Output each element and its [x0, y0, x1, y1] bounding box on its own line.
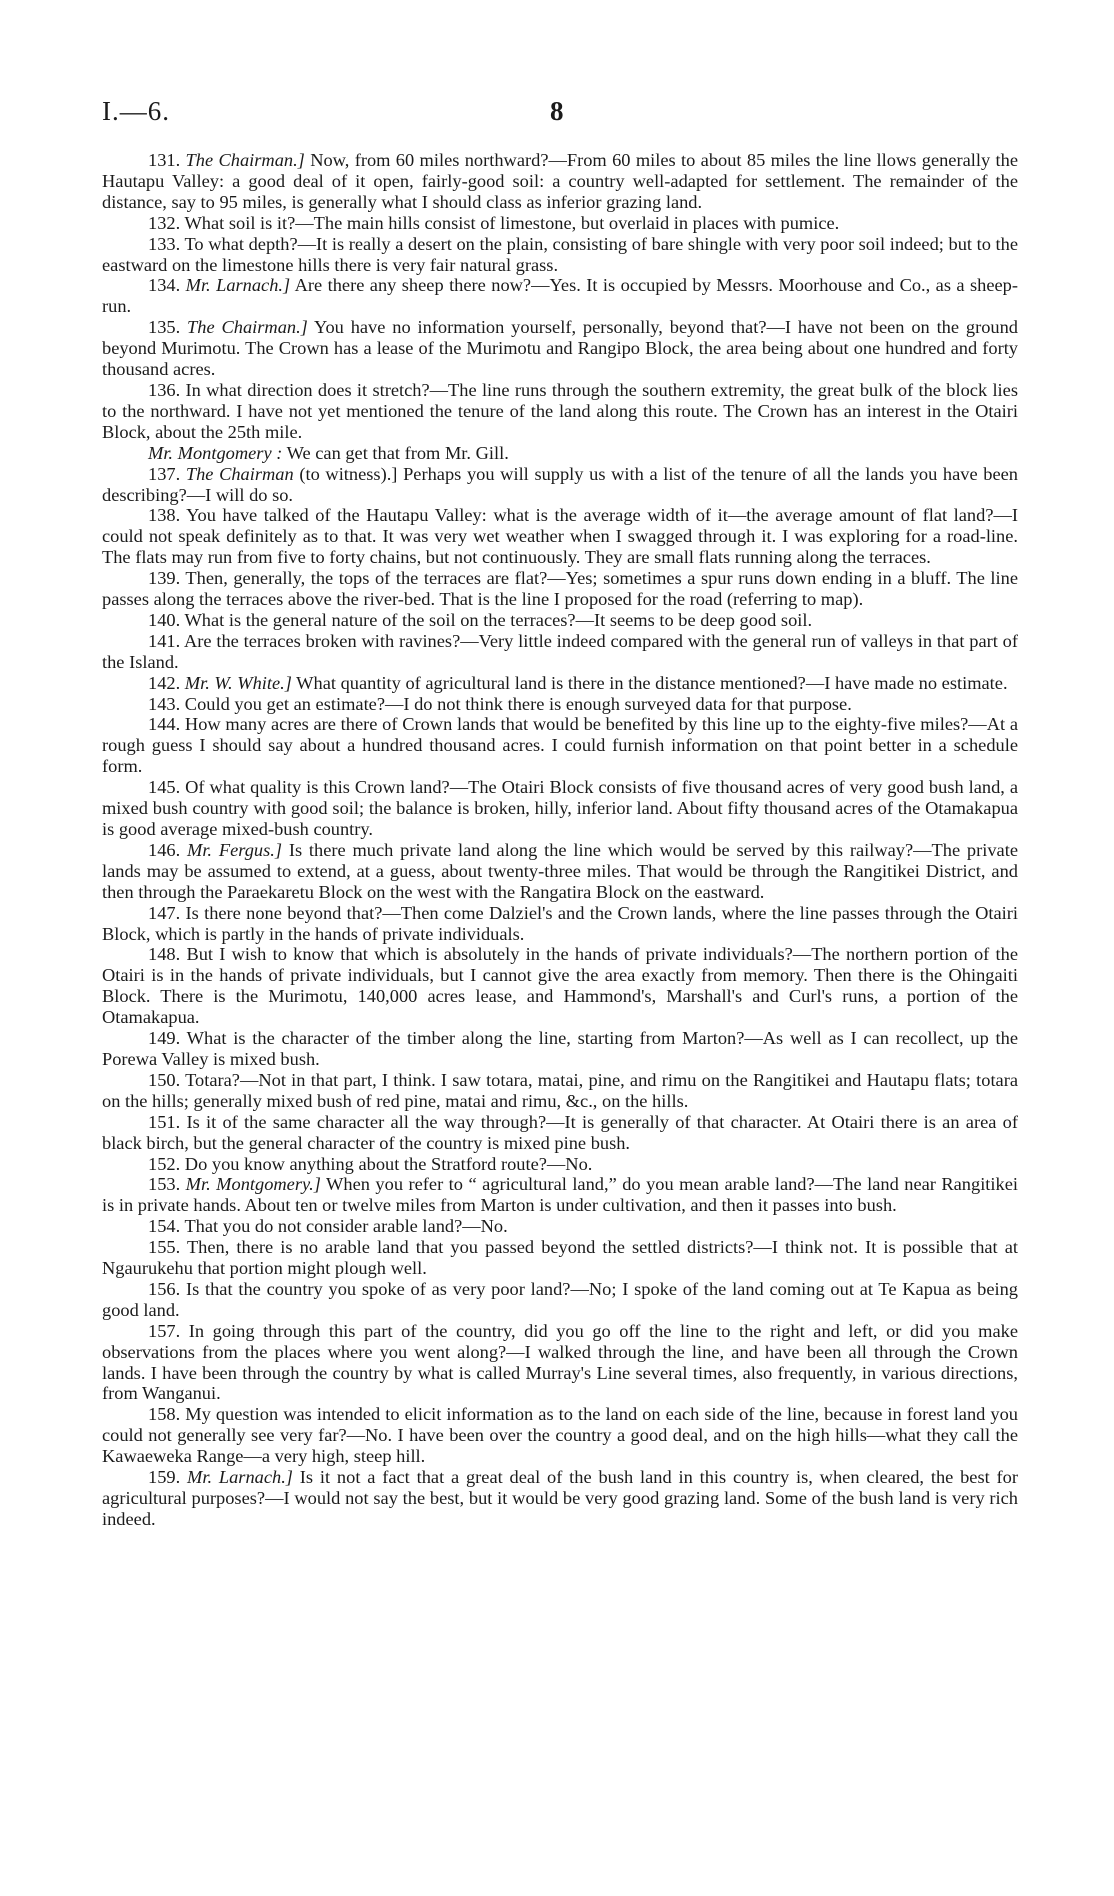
- paragraph-text: Do you know anything about the Stratford route?—No.: [184, 1153, 593, 1174]
- paragraph-text: Is it of the same character all the way through?—It is generally of that character. At Otairi there is an area of black birch, but the general character of the country is mixed pine bush.: [102, 1111, 1018, 1153]
- paragraph-text: We can get that from Mr. Gill.: [282, 442, 509, 463]
- paragraph-text: What soil is it?—The main hills consist of limestone, but overlaid in places with pumice.: [184, 212, 840, 233]
- testimony-paragraph: [102, 275, 1018, 317]
- testimony-paragraph: [102, 317, 1018, 380]
- question-number: 154.: [148, 1216, 181, 1237]
- paragraph-text: What is the general nature of the soil on the terraces?—It seems to be deep good soil.: [184, 609, 813, 630]
- speaker-name: Mr. W. White.]: [184, 672, 292, 693]
- testimony-paragraph: [102, 380, 1018, 443]
- question-number: 135.: [148, 317, 181, 338]
- testimony-paragraph: [102, 1279, 1018, 1321]
- testimony-paragraph: [102, 234, 1018, 276]
- paragraph-text: Of what quality is this Crown land?—The Otairi Block consists of five thousand acres of very good bush land, a mixed bush country with good soil; the balance is broken, hilly, inferior land. About fifty thousand acres of the Otamakapua is good average mixed-bush country.: [102, 777, 1018, 839]
- page-number: 8: [550, 96, 564, 126]
- testimony-body: [102, 150, 1018, 1530]
- testimony-paragraph: [102, 213, 1018, 234]
- question-number: 142.: [148, 672, 181, 693]
- question-number: 133.: [148, 233, 181, 254]
- paragraph-text: (to witness).] Perhaps you will supply us with a list of the tenure of all the lands you have been describing?—I will do so.: [102, 463, 1019, 505]
- testimony-paragraph: [102, 464, 1018, 506]
- paragraph-text: Is that the country you spoke of as very poor land?—No; I spoke of the land coming out at Te Kapua as being good land.: [102, 1278, 1018, 1320]
- paragraph-text: Is there none beyond that?—Then come Dalziel's and the Crown lands, where the line passes through the Otairi Block, which is partly in the hands of private individuals.: [102, 902, 1018, 944]
- paragraph-text: Now, from 60 miles northward?—From 60 miles to about 85 miles the line llows generally the Hautapu Valley: a good deal of it open, fairly-good soil: a country well-adapted for settlement. The remainder of the distance, say to 95 miles, is generally what I should class as inferior grazing land.: [102, 150, 1018, 212]
- question-number: 141.: [148, 630, 181, 651]
- paragraph-text: You have talked of the Hautapu Valley: what is the average width of it—the average amount of flat land?—I could not speak definitely as to that. It was very wet weather when I swagged through it. I was exploring for a road-line. The flats may run from five to forty chains, but not continuously. They are small flats running along the terraces.: [102, 505, 1019, 568]
- question-number: 136.: [148, 379, 181, 400]
- question-number: 140.: [148, 609, 181, 630]
- paragraph-text: What is the character of the timber along the line, starting from Marton?—As well as I can recollect, up the Porewa Valley is mixed bush.: [102, 1028, 1019, 1069]
- paragraph-text: When you refer to “ agricultural land,” do you mean arable land?—The land near Rangitikei is in private hands. About ten or twelve miles from Marton is under cultivation, and then it passes into bush.: [102, 1174, 1018, 1216]
- testimony-paragraph: [102, 1028, 1018, 1070]
- testimony-paragraph: [102, 150, 1018, 213]
- testimony-paragraph: [102, 1404, 1018, 1467]
- testimony-paragraph: [102, 714, 1018, 777]
- speaker-name: The Chairman.]: [187, 317, 308, 338]
- paragraph-text: What quantity of agricultural land is there in the distance mentioned?—I have made no estimate.: [291, 672, 1008, 693]
- question-number: 145.: [148, 777, 181, 798]
- paragraph-text: But I wish to know that which is absolutely in the hands of private individuals?—The northern portion of the Otairi is in the hands of private individuals, but I cannot give the area exactly from memory. Then there is the Ohingaiti Block. There is the Murimotu, 140,000 acres lease, and Hammond's, Marshall's and Curl's runs, a portion of the Otamakapua.: [102, 944, 1018, 1028]
- question-number: 150.: [148, 1069, 181, 1090]
- testimony-paragraph: [102, 568, 1018, 610]
- question-number: 144.: [148, 714, 181, 735]
- question-number: 139.: [148, 568, 181, 589]
- testimony-paragraph: [102, 610, 1018, 631]
- question-number: 138.: [148, 505, 181, 526]
- question-number: 155.: [148, 1237, 181, 1258]
- speaker-name: Mr. Montgomery.]: [185, 1174, 321, 1195]
- testimony-paragraph: [102, 1112, 1018, 1154]
- document-code: I.—6.: [102, 96, 170, 126]
- testimony-paragraph: [102, 505, 1018, 568]
- question-number: 147.: [148, 902, 181, 923]
- question-number: 157.: [148, 1320, 181, 1341]
- paragraph-text: That you do not consider arable land?—No.: [184, 1216, 508, 1237]
- speaker-name: The Chairman: [185, 463, 294, 484]
- question-number: 159.: [148, 1467, 181, 1488]
- paragraph-text: Are the terraces broken with ravines?—Very little indeed compared with the general run of valleys in that part of the Island.: [102, 630, 1018, 672]
- question-number: 149.: [148, 1028, 181, 1049]
- testimony-paragraph: [102, 777, 1018, 840]
- testimony-paragraph: [102, 1070, 1018, 1112]
- testimony-paragraph: [102, 443, 1018, 464]
- question-number: 146.: [148, 839, 181, 860]
- speaker-name: Mr. Montgomery :: [148, 442, 283, 463]
- paragraph-text: In going through this part of the country, did you go off the line to the right and left, or did you make observations from the places where you went along?—I walked through the line, and have been all through the Crown lands. I have been through the country by what is called Murray's Line several times, also frequently, in various directions, from Wanganui.: [102, 1320, 1018, 1404]
- paragraph-text: You have no information yourself, personally, beyond that?—I have not been on the ground beyond Murimotu. The Crown has a lease of the Murimotu and Rangipo Block, the area being about one hundred and forty thousand acres.: [102, 317, 1018, 380]
- testimony-paragraph: [102, 1174, 1018, 1216]
- paragraph-text: My question was intended to elicit information as to the land on each side of the line, because in forest land you could not generally see very far?—No. I have been over the country a good deal, and on the high hills—what they call the Kawaeweka Range—a very high, steep hill.: [102, 1404, 1018, 1467]
- testimony-paragraph: [102, 694, 1018, 715]
- speaker-name: The Chairman.]: [185, 150, 305, 170]
- question-number: 151.: [148, 1111, 181, 1132]
- paragraph-text: Then, generally, the tops of the terraces are flat?—Yes; sometimes a spur runs down ending in a bluff. The line passes along the terraces above the river-bed. That is the line I proposed for the road (referring to map).: [102, 568, 1019, 610]
- testimony-paragraph: [102, 840, 1018, 903]
- question-number: 137.: [148, 463, 181, 484]
- paragraph-text: Totara?—Not in that part, I think. I saw totara, matai, pine, and rimu on the Rangitikei and Hautapu flats; totara on the hills; generally mixed bush of red pine, matai and rimu, &c., on the hills.: [102, 1069, 1018, 1111]
- question-number: 148.: [148, 944, 181, 965]
- testimony-paragraph: [102, 631, 1018, 673]
- paragraph-text: To what depth?—It is really a desert on the plain, consisting of bare shingle with very poor soil indeed; but to the eastward on the limestone hills there is very fair natural grass.: [102, 233, 1018, 275]
- paragraph-text: Is there much private land along the line which would be served by this railway?—The private lands may be assumed to extend, at a guess, about twenty-three miles. That would be through the Rangitikei District, and then through the Paraekaretu Block on the west with the Rangatira Block on the eastward.: [102, 839, 1018, 902]
- question-number: 134.: [148, 275, 181, 296]
- paragraph-text: Could you get an estimate?—I do not think there is enough surveyed data for that purpose.: [184, 693, 852, 714]
- testimony-paragraph: [102, 1321, 1018, 1405]
- question-number: 132.: [148, 212, 181, 233]
- question-number: 143.: [148, 693, 181, 714]
- question-number: 158.: [148, 1404, 181, 1425]
- question-number: 152.: [148, 1153, 181, 1174]
- speaker-name: Mr. Larnach.]: [187, 1467, 293, 1488]
- paragraph-text: Is it not a fact that a great deal of the bush land in this country is, when cleared, the best for agricultural purposes?—I would not say the best, but it would be very good grazing land. Some of the bush land is very rich indeed.: [102, 1467, 1019, 1529]
- testimony-paragraph: [102, 1154, 1018, 1175]
- paragraph-text: How many acres are there of Crown lands that would be benefited by this line up to the eighty-five miles?—At a rough guess I should say about a hundred thousand acres. I could furnish information on that point better in a schedule form.: [102, 714, 1018, 777]
- question-number: 131.: [148, 150, 181, 170]
- speaker-name: Mr. Fergus.]: [187, 839, 283, 860]
- paragraph-text: Then, there is no arable land that you passed beyond the settled districts?—I think not. It is possible that at Ngaurukehu that portion might plough well.: [102, 1237, 1019, 1279]
- speaker-name: Mr. Larnach.]: [185, 275, 291, 296]
- page-header: [102, 96, 1002, 136]
- testimony-paragraph: [102, 903, 1018, 945]
- testimony-paragraph: [102, 673, 1018, 694]
- paragraph-text: In what direction does it stretch?—The line runs through the southern extremity, the great bulk of the block lies to the northward. I have not yet mentioned the tenure of the land along this route. The Crown has an interest in the Otairi Block, about the 25th mile.: [102, 379, 1018, 442]
- question-number: 156.: [148, 1278, 181, 1299]
- testimony-paragraph: [102, 1216, 1018, 1237]
- testimony-paragraph: [102, 944, 1018, 1028]
- testimony-paragraph: [102, 1467, 1018, 1530]
- testimony-paragraph: [102, 1237, 1018, 1279]
- paragraph-text: Are there any sheep there now?—Yes. It is occupied by Messrs. Moorhouse and Co., as a sheep-run.: [102, 275, 1019, 317]
- question-number: 153.: [148, 1174, 181, 1195]
